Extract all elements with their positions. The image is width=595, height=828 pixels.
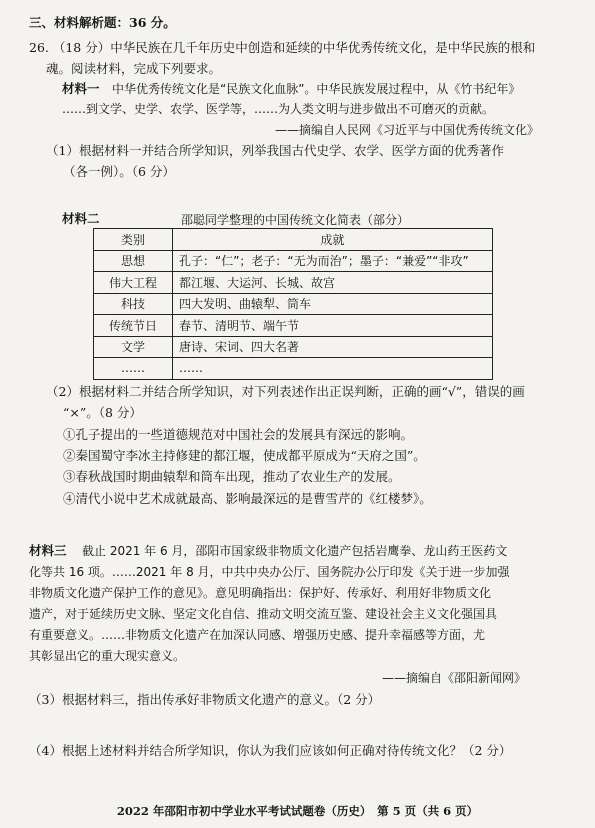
- row-category: 科技: [94, 293, 173, 315]
- q1-line-1: （1）根据材料一并结合所学知识，列举我国古代史学、农学、医学方面的优秀著作: [46, 143, 504, 158]
- row-category: 思想: [94, 250, 173, 272]
- material3-line-3: 非物质文化遗产保护工作的意见》。意见明确指出：保护好、传承好、利用好非物质文化: [29, 586, 492, 600]
- material1-label: 材料一: [62, 81, 100, 96]
- row-category: 文学: [94, 336, 173, 358]
- material1-source: ——摘编自人民网《习近平与中国优秀传统文化》: [275, 123, 540, 137]
- material3-line-5: 有重要意义。……非物质文化遗产在加深认同感、增强历史感、提升幸福感等方面，尤: [29, 628, 486, 642]
- row-achievement: 孔子：“仁”；老子：“无为而治”；墨子：“兼爱”“非攻”: [173, 250, 493, 272]
- row-category: 传统节日: [94, 315, 173, 337]
- row-achievement: 唐诗、宋词、四大名著: [173, 336, 493, 358]
- table-header-row: [94, 229, 493, 251]
- material3-line-6: 其彰显出它的重大现实意义。: [29, 649, 186, 663]
- section-header: 三、材料解析题：36 分。: [29, 15, 176, 30]
- question-intro-line-1: 26. （18 分）中华民族在几千年历史中创造和延续的中华优秀传统文化，是中华民族的根和: [29, 40, 536, 55]
- material1-line-2: ……到文学、史学、农学、医学等，……为人类文明与进步做出不可磨灭的贡献。: [62, 102, 495, 116]
- table-row: [94, 250, 493, 272]
- q2-line-2: “×”。（8 分）: [63, 405, 142, 420]
- row-category: 伟大工程: [94, 272, 173, 294]
- statement-1: ①孔子提出的一些道德规范对中国社会的发展具有深远的影响。: [63, 427, 414, 442]
- table-row: [94, 272, 493, 294]
- material3-source: ——摘编自《邵阳新闻网》: [382, 671, 527, 685]
- material3-line-4: 遗产，对于延续历史文脉、坚定文化自信、推动文明交流互鉴、建设社会主义文化强国具: [29, 607, 498, 621]
- table-row: [94, 358, 493, 380]
- material3-line-1: 截止 2021 年 6 月，邵阳市国家级非物质文化遗产包括岩鹰拳、龙山药王医药文: [82, 544, 508, 558]
- table-row: [94, 336, 493, 358]
- row-achievement: 春节、清明节、端午节: [173, 315, 493, 337]
- q4: （4）根据上述材料并结合所学知识，你认为我们应该如何正确对待传统文化？（2 分）: [29, 743, 512, 758]
- material3-label: 材料三: [29, 543, 67, 558]
- row-achievement: 都江堰、大运河、长城、故宫: [173, 272, 493, 294]
- row-category: ……: [94, 358, 173, 380]
- culture-table: [93, 228, 493, 380]
- table-row: [94, 293, 493, 315]
- q2-line-1: （2）根据材料二并结合所学知识，对下列表述作出正误判断，正确的画“√”，错误的画: [46, 384, 525, 399]
- table-title: 邵聪同学整理的中国传统文化简表（部分）: [181, 213, 410, 227]
- material2-label: 材料二: [62, 211, 100, 226]
- statement-4: ④清代小说中艺术成就最高、影响最深远的是曹雪芹的《红楼梦》。: [63, 491, 432, 506]
- material1-line-1: 中华优秀传统文化是“民族文化血脉”。中华民族发展过程中，从《竹书纪年》: [112, 82, 521, 96]
- row-achievement: ……: [173, 358, 493, 380]
- header-category: 类别: [94, 229, 173, 251]
- material3-line-2: 化等共 16 项。……2021 年 8 月，中共中央办公厅、国务院办公厅印发《关于进一步加强: [29, 565, 510, 579]
- header-achievement: 成就: [173, 229, 493, 251]
- statement-3: ③春秋战国时期曲辕犁和筒车出现，推动了农业生产的发展。: [63, 469, 401, 484]
- question-intro-line-2: 魂。阅读材料，完成下列要求。: [46, 61, 222, 76]
- table-row: [94, 315, 493, 337]
- q1-line-2: （各一例）。（6 分）: [63, 164, 175, 179]
- statement-2: ②秦国蜀守李冰主持修建的都江堰，使成都平原成为“天府之国”。: [63, 448, 426, 463]
- page-footer: 2022 年邵阳市初中学业水平考试试题卷（历史） 第 5 页（共 6 页）: [116, 804, 479, 818]
- row-achievement: 四大发明、曲辕犁、筒车: [173, 293, 493, 315]
- q3: （3）根据材料三，指出传承好非物质文化遗产的意义。（2 分）: [29, 692, 381, 707]
